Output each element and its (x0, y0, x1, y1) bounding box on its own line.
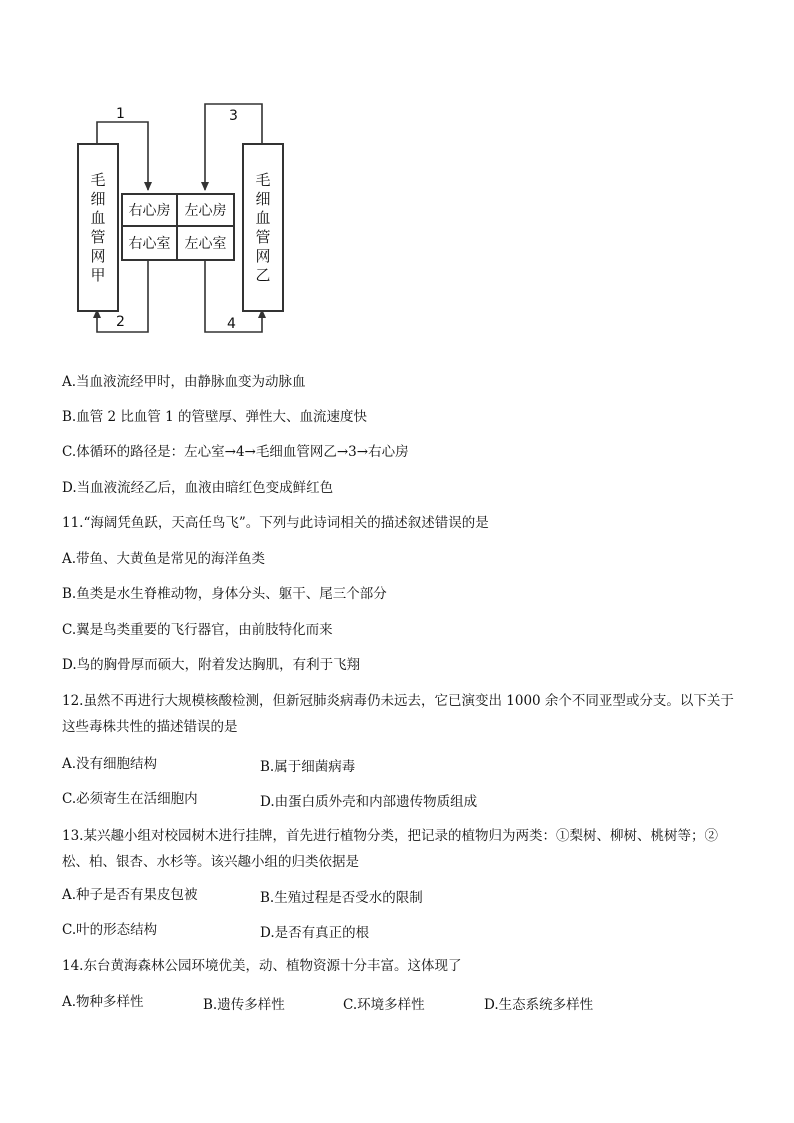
left-box-char: 网 (90, 246, 106, 265)
left-box-char: 细 (90, 189, 106, 208)
q12-option-b: B.属于细菌病毒 (260, 759, 356, 775)
vessel-label-4: 4 (227, 316, 236, 332)
q12-option-c: C.必须寄生在活细胞内 (62, 791, 198, 807)
left-atrium: 左心房 (178, 195, 233, 227)
q10-option-d: D.当血液流经乙后，血液由暗红色变成鲜红色 (62, 480, 334, 496)
q14-option-c: C.环境多样性 (343, 997, 425, 1013)
q11-option-a: A.带鱼、大黄鱼是常见的海洋鱼类 (62, 551, 266, 567)
q13-option-a: A.种子是否有果皮包被 (62, 887, 198, 903)
q12-option-d: D.由蛋白质外壳和内部遗传物质组成 (260, 794, 478, 810)
q13-option-d: D.是否有真正的根 (260, 925, 370, 941)
q14-option-a: A.物种多样性 (62, 994, 144, 1010)
left-box-char: 管 (90, 227, 106, 246)
left-box-char: 甲 (90, 265, 106, 284)
q13-stem: 13.某兴趣小组对校园树木进行挂牌，首先进行植物分类，把记录的植物归为两类：①梨树、柳树、桃树等；②松、柏、银杏、水杉等。该兴趣小组的归类依据是 (62, 828, 718, 870)
q10-option-c: C.体循环的路径是：左心室→4→毛细血管网乙→3→右心房 (62, 444, 409, 460)
q12-stem: 12.虽然不再进行大规模核酸检测，但新冠肺炎病毒仍未远去，它已演变出 1000 余个不同亚型或分支。以下关于这些毒株共性的描述错误的是 (62, 693, 734, 735)
q11-option-b: B.鱼类是水生脊椎动物，身体分头、躯干、尾三个部分 (62, 586, 387, 602)
vessel-label-1: 1 (116, 106, 125, 122)
capillary-network-jia (77, 143, 119, 312)
right-ventricle: 右心室 (123, 227, 178, 259)
vessel-label-2: 2 (116, 314, 125, 330)
q14-stem: 14.东台黄海森林公园环境优美，动、植物资源十分丰富。这体现了 (62, 958, 462, 974)
heart-chambers (121, 193, 235, 261)
q11-stem: 11.“海阔凭鱼跃，天高任鸟飞”。下列与此诗词相关的描述叙述错误的是 (62, 515, 489, 531)
left-box-char: 血 (90, 208, 106, 227)
right-box-char: 管 (255, 227, 271, 246)
left-ventricle: 左心室 (184, 236, 227, 252)
vessel-label-3: 3 (229, 108, 238, 124)
right-box-char: 乙 (255, 265, 271, 284)
q13-option-b: B.生殖过程是否受水的限制 (260, 890, 423, 906)
q14-option-b: B.遗传多样性 (203, 997, 285, 1013)
q12-option-a: A.没有细胞结构 (62, 756, 158, 772)
q11-option-c: C.翼是鸟类重要的飞行器官，由前肢特化而来 (62, 622, 333, 638)
right-atrium: 右心房 (123, 195, 178, 227)
q13-option-c: C.叶的形态结构 (62, 922, 158, 938)
right-box-char: 细 (255, 189, 271, 208)
left-box-char: 毛 (90, 170, 106, 189)
arrow-vessel-3 (201, 182, 209, 191)
q11-option-d: D.鸟的胸骨厚而硕大，附着发达胸肌，有利于飞翔 (62, 657, 361, 673)
arrow-vessel-1 (144, 182, 152, 191)
right-box-char: 血 (255, 208, 271, 227)
q10-option-b: B.血管 2 比血管 1 的管壁厚、弹性大、血流速度快 (62, 409, 368, 425)
capillary-network-yi (242, 143, 284, 312)
q14-option-d: D.生态系统多样性 (484, 997, 594, 1013)
right-box-char: 毛 (255, 170, 271, 189)
right-box-char: 网 (255, 246, 271, 265)
q10-option-a: A.当血液流经甲时，由静脉血变为动脉血 (62, 374, 306, 390)
